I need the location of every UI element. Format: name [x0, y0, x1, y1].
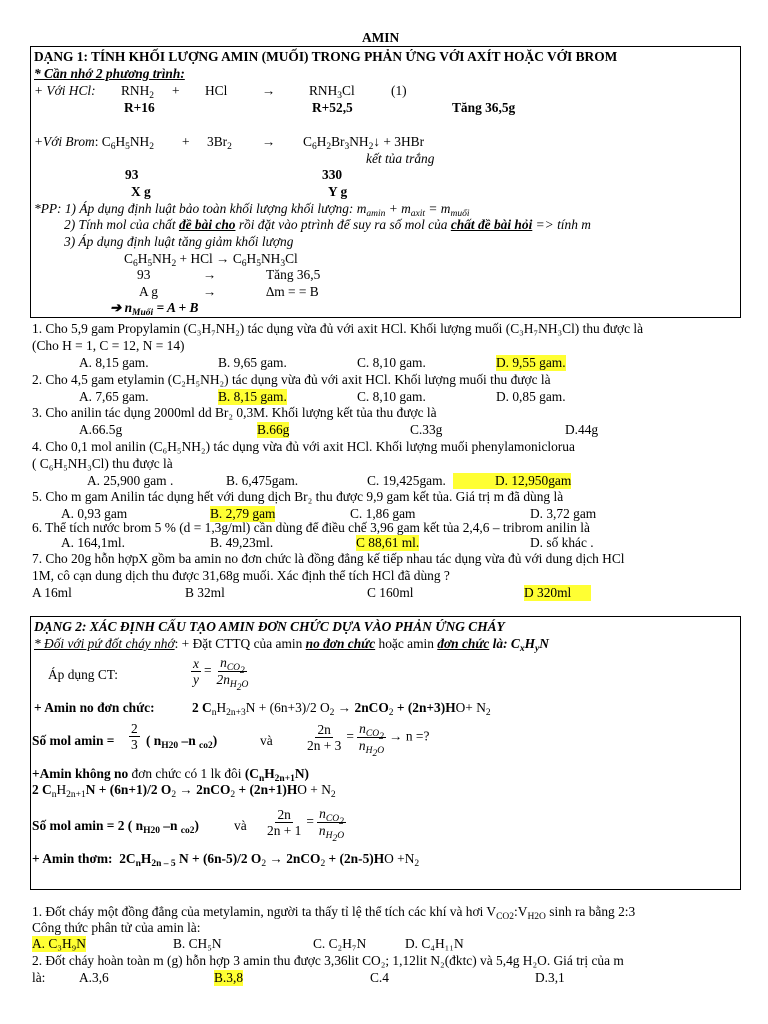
q7-option-a[interactable]: A 16ml	[32, 585, 72, 600]
q6-option-b[interactable]: B. 49,23ml.	[210, 535, 274, 550]
q6-option-a[interactable]: A. 164,1ml.	[61, 535, 125, 550]
p2-option-b-answer[interactable]: B.3,8	[214, 970, 244, 985]
p2-stem: 2. Đốt cháy hoàn toàn m (g) hỗn hợp 3 amin thu được 3,36lit CO₂; 1,12lit N₂(đktc) và 5,4g H₂O. Giá trị của m	[32, 953, 624, 968]
q3-option-a[interactable]: A.66.5g	[79, 422, 123, 437]
br-x: X g	[131, 184, 151, 199]
ratio-formula: $\frac{x}{y}$ = $\frac{n_{CO_2}}{2n_{H_2O}}$	[193, 655, 249, 693]
combustion-note: * Đối với pứ đốt cháy nhớ: + Đặt CTTQ của amin no đơn chức hoặc amin đơn chức là: $C_xH_yN$	[34, 636, 549, 654]
precipitate-note: kết tủa trắng	[366, 151, 435, 166]
method-3: 3) Áp dụng định luật tăng giảm khối lượng	[64, 234, 294, 249]
p1-option-a-answer[interactable]: A. C₃H₉N	[32, 936, 86, 951]
br-y: Y g	[328, 184, 348, 199]
hcl-mass-1: R+16	[124, 100, 155, 115]
remember-heading: * Cần nhớ 2 phương trình:	[34, 66, 185, 81]
mol-difference: ( $n_{H20}$ –n $_{co2}$)	[146, 733, 218, 751]
q3-option-d[interactable]: D.44g	[565, 422, 599, 437]
q5-option-b-answer[interactable]: B. 2,79 gam	[210, 506, 276, 521]
br-plus: +	[182, 134, 190, 149]
eq-ag: A g	[139, 284, 158, 299]
hcl-plus: +	[172, 83, 180, 98]
section-2-title: DẠNG 2: XÁC ĐỊNH CẤU TẠO AMIN ĐƠN CHỨC DỰA VÀO PHẢN ỨNG CHÁY	[34, 619, 505, 634]
p1-stem-2: Công thức phân tử của amin là:	[32, 920, 201, 935]
method-2: 2) Tính mol của chất đề bài cho rồi đặt vào ptrình để suy ra số mol của chất đề bài hỏi => tính m	[64, 217, 591, 232]
apply-formula-label: Áp dụng CT:	[48, 667, 119, 682]
p1-option-b[interactable]: B. CH₅N	[173, 936, 222, 951]
q5-stem: 5. Cho m gam Anilin tác dụng hết với dung dịch Br₂ thu được 9,9 gam kết tủa. Giá trị m đã dùng là	[32, 489, 564, 504]
q7-stem: 7. Cho 20g hỗn hợpX gồm ba amin no đơn chức là đồng đẳng kế tiếp nhau tác dụng vừa đủ với dung dịch HCl	[32, 551, 625, 566]
method-1: *PP: 1) Áp dụng định luật bảo toàn khối lượng khối lượng: $m_{amin} + m_{axit} = m_{muối}$	[34, 201, 470, 219]
q4-option-b[interactable]: B. 6,475gam.	[226, 473, 299, 488]
eq-93: 93	[137, 267, 151, 282]
p2-stem-2: là:	[32, 970, 46, 985]
q6-option-c-answer[interactable]: C 88,61 ml.	[356, 535, 420, 550]
p1-stem: 1. Đốt cháy một đồng đẳng của metylamin, người ta thấy tỉ lệ thể tích các khí và hơi $V_{CO2}:V_{H2O}$ sinh ra bằng 2:3	[32, 904, 636, 922]
arrow-icon: →	[262, 83, 276, 98]
unsaturated-amine-equation: 2 $C_nH_{2n+1}N + (6n+1)/2$ $O_2 \to 2nCO_2 + (2n+1)HO + N_2$	[32, 782, 336, 800]
q2-stem: 2. Cho 4,5 gam etylamin (C₂H₅NH₂) tác dụng vừa đủ với axit HCl. Khối lượng muối thu được là	[32, 372, 551, 387]
q6-stem: 6. Thể tích nước brom 5 % (d = 1,3g/ml) cần dùng để điều chế 3,96 gam kết tủa 2,4,6 – tribrom anilin là	[32, 520, 590, 535]
q1-option-d-answer[interactable]: D. 9,55 gam.	[496, 355, 566, 370]
br-reactant-2: $3Br_2$	[207, 134, 232, 152]
q2-option-a[interactable]: A. 7,65 gam.	[79, 389, 149, 404]
q7-option-d-answer[interactable]: D 320ml	[524, 585, 591, 601]
arrow-icon: → n =?	[389, 728, 430, 744]
hcl-mass-2: R+52,5	[312, 100, 353, 115]
hcl-product: $RNH_3Cl$	[309, 83, 355, 101]
q3-option-b-answer[interactable]: B.66g	[257, 422, 290, 437]
aromatic-amine-equation: + Amin thơm: $2C_nH_{2n - 5}$ N + (6n-5)/2 $O_2 \to 2nCO_2 + (2n-5)HO +N_2$	[32, 851, 420, 869]
q7-option-b[interactable]: B 32ml	[185, 585, 225, 600]
hcl-reactant-2: HCl	[205, 83, 228, 98]
fraction-2-3: $\frac{2}{3}$	[131, 721, 138, 752]
q4-option-c[interactable]: C. 19,425gam.	[367, 473, 446, 488]
q5-option-d[interactable]: D. 3,72 gam	[530, 506, 597, 521]
and-text: và	[260, 733, 273, 748]
br-mass-2: 330	[322, 167, 343, 182]
q2-option-c[interactable]: C. 8,10 gam.	[357, 389, 426, 404]
and-text-2: và	[234, 818, 247, 833]
n-ratio-formula: $\frac{2n}{2n + 3}$ = $\frac{n_{CO_2}}{n_{H_2O}}$ → n =?	[307, 721, 430, 759]
hcl-reactant-1: $RNH_2$	[121, 83, 155, 101]
eq-increase: Tăng 36,5	[266, 267, 321, 282]
n-ratio-formula-2: $\frac{2n}{2n + 1}$ = $\frac{n_{CO_2}}{n_{H_2O}}$	[267, 806, 345, 844]
unsaturated-amine-label: +Amin không no đơn chức có 1 lk đôi $(C_nH_{2n+1}N)$	[32, 766, 310, 784]
mol-amine-2: Số mol amin = 2 ( $n_{H20}$ –n $_{co2}$)	[32, 818, 199, 836]
p2-option-a[interactable]: A.3,6	[79, 970, 109, 985]
q7-option-c[interactable]: C 160ml	[367, 585, 414, 600]
eq-final: ➔ $n_{Muối} = A + B$	[110, 300, 199, 318]
q1-option-c[interactable]: C. 8,10 gam.	[357, 355, 426, 370]
saturated-amine-equation: 2 $C_nH_{2n+3}N + (6n+3)/2$ $O_2 \to 2nCO_2 + (2n+3)HO+ N_2$	[192, 700, 491, 718]
q4-option-a[interactable]: A. 25,900 gam .	[87, 473, 174, 488]
q4-stem-2: ( C₆H₅NH₃Cl) thu được là	[32, 456, 173, 471]
q1-option-b[interactable]: B. 9,65 gam.	[218, 355, 287, 370]
aniline-hcl-equation: $C_6H_5NH_2$ + HCl → $C_6H_5NH_3Cl$	[124, 251, 298, 269]
q4-stem: 4. Cho 0,1 mol anilin (C₆H₅NH₂) tác dụng vừa đủ với axit HCl. Khối lượng muối phenylamoniclorua	[32, 439, 575, 454]
q5-option-c[interactable]: C. 1,86 gam	[350, 506, 416, 521]
page-title: AMIN	[362, 30, 400, 45]
q1-stem-2: (Cho H = 1, C = 12, N = 14)	[32, 338, 185, 353]
saturated-amine-label: + Amin no đơn chức:	[34, 700, 155, 715]
arrow-icon: →	[262, 134, 276, 149]
q3-option-c[interactable]: C.33g	[410, 422, 443, 437]
hcl-increase: Tăng 36,5g	[452, 100, 516, 115]
q3-stem: 3. Cho anilin tác dụng 2000ml dd Br₂ 0,3M. Khối lượng kết tủa thu được là	[32, 405, 437, 420]
p1-option-c[interactable]: C. C₂H₇N	[313, 936, 367, 951]
q7-stem-2: 1M, cô cạn dung dịch thu được 31,68g muối. Xác định thể tích HCl đã dùng ?	[32, 568, 450, 583]
arrow-icon: →	[203, 267, 217, 282]
q5-option-a[interactable]: A. 0,93 gam	[61, 506, 128, 521]
q1-option-a[interactable]: A. 8,15 gam.	[79, 355, 149, 370]
hcl-label: + Với HCl:	[34, 83, 96, 98]
q6-option-d[interactable]: D. số khác .	[530, 535, 594, 550]
p1-option-d[interactable]: D. C₄H₁₁N	[405, 936, 464, 951]
q4-option-d-answer[interactable]: D. 12,950gam	[453, 473, 571, 489]
q1-stem: 1. Cho 5,9 gam Propylamin (C₃H₇NH₂) tác dụng vừa đủ với axit HCl. Khối lượng muối (C₃H₇NH₃Cl) thu được là	[32, 321, 644, 336]
br-mass-1: 93	[125, 167, 139, 182]
q2-option-d[interactable]: D. 0,85 gam.	[496, 389, 566, 404]
arrow-icon: →	[203, 284, 217, 299]
arrow-icon: ➔	[110, 300, 122, 315]
eq-delta-m: ∆m = = B	[266, 284, 319, 299]
mol-amine-label: Số mol amin =	[32, 733, 115, 748]
bromine-equation: +Với Brom: $C_6H_5NH_2$	[34, 134, 154, 152]
br-product: $C_6H_2Br_3NH_2↓ + 3HBr$	[303, 134, 425, 152]
p2-option-d[interactable]: D.3,1	[535, 970, 565, 985]
p2-option-c[interactable]: C.4	[370, 970, 389, 985]
q2-option-b-answer[interactable]: B. 8,15 gam.	[218, 389, 287, 404]
hcl-eq-number: (1)	[391, 83, 407, 98]
section-1-title: DẠNG 1: TÍNH KHỐI LƯỢNG AMIN (MUỐI) TRONG PHẢN ỨNG VỚI AXÍT HOẶC VỚI BROM	[34, 49, 618, 64]
